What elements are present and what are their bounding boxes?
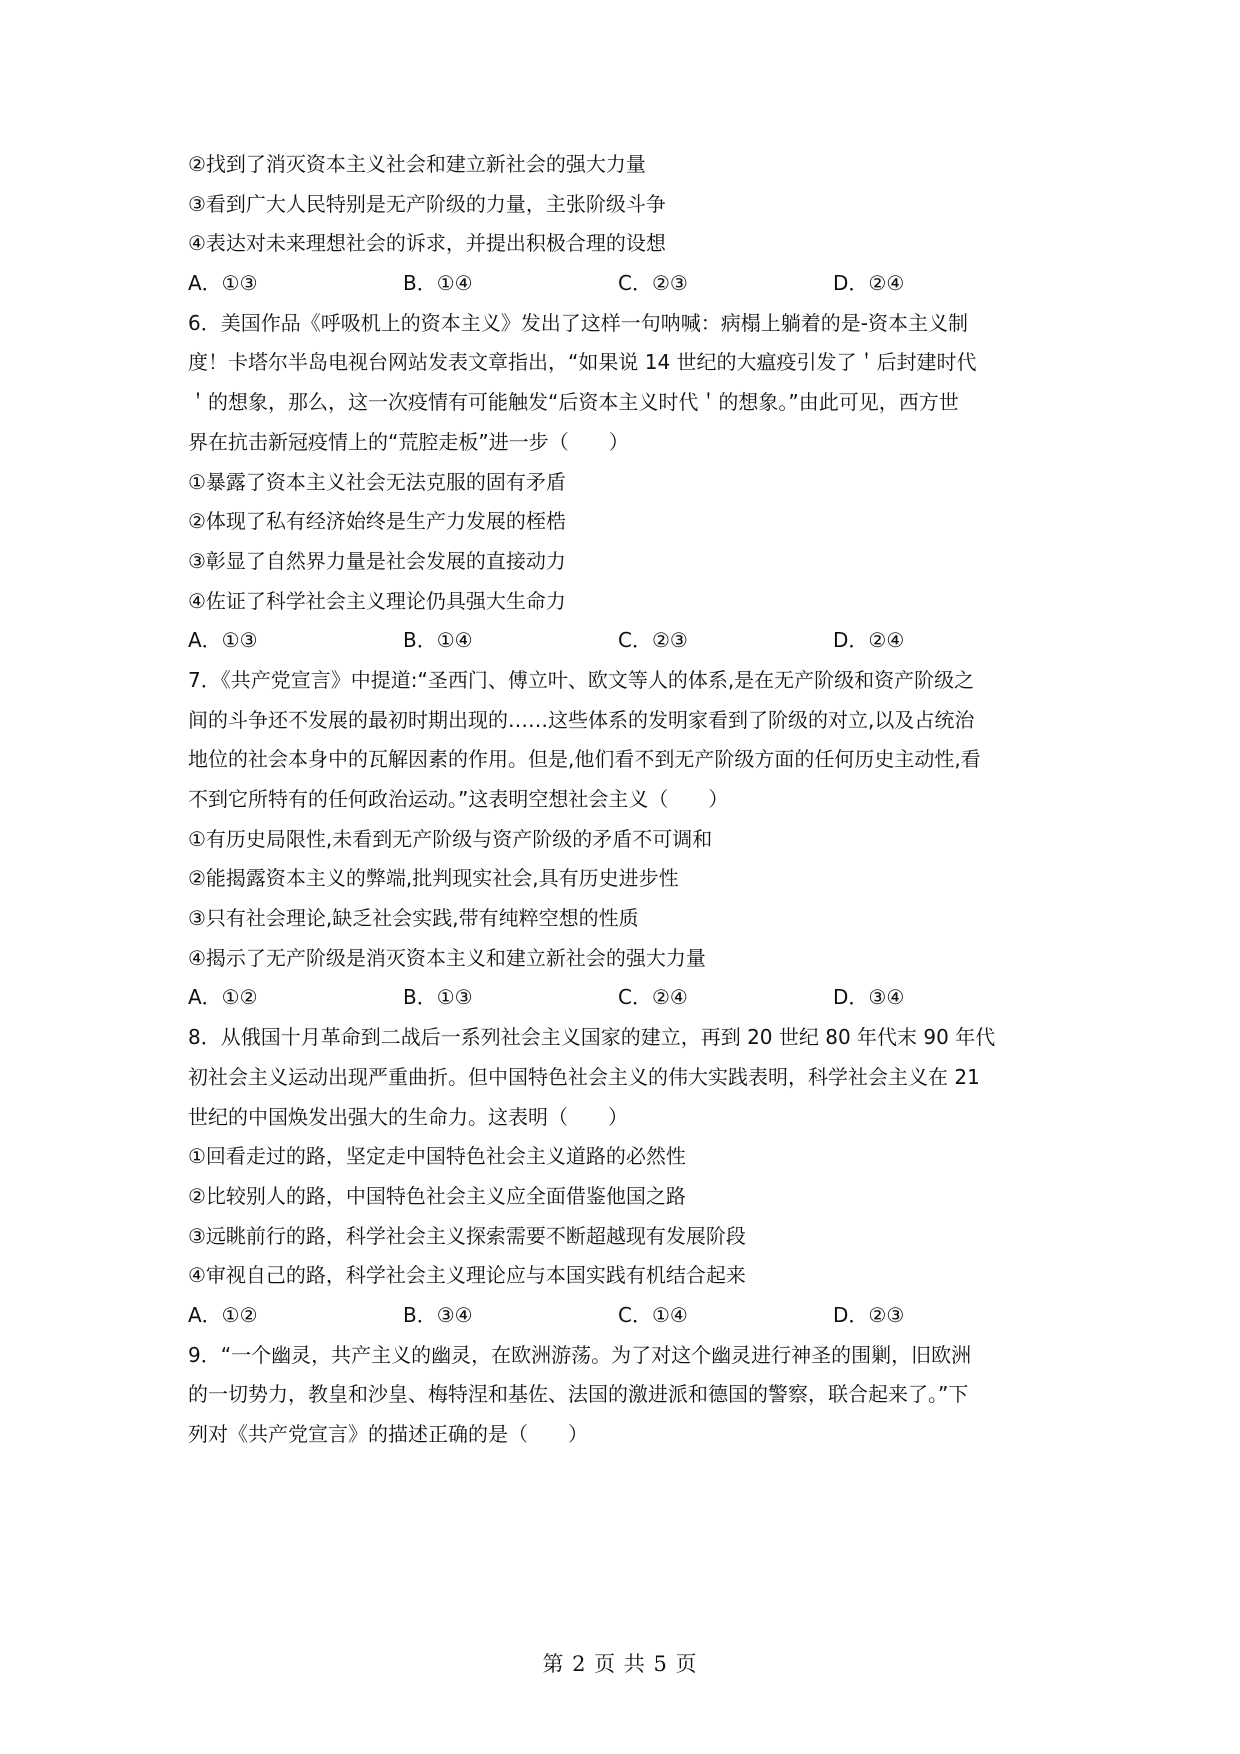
- option-c: C．②③: [618, 271, 688, 296]
- option-a: A．①③: [188, 271, 258, 296]
- statement-4: ④佐证了科学社会主义理论仍具强大生命力: [188, 588, 566, 613]
- statement-3: ③彰显了自然界力量是社会发展的直接动力: [188, 548, 566, 573]
- statement-1: ①有历史局限性,未看到无产阶级与资产阶级的矛盾不可调和: [188, 826, 713, 851]
- statement-2: ②体现了私有经济始终是生产力发展的桎梏: [188, 509, 566, 534]
- question-stem-line: 不到它所特有的任何政治运动。”这表明空想社会主义（ ）: [188, 787, 729, 811]
- question-7: [188, 661, 1048, 1018]
- question-stem-line: 度！卡塔尔半岛电视台网站发表文章指出，“如果说 14 世纪的大瘟疫引发了＇后封建时代: [188, 350, 977, 375]
- option-c: C．②③: [618, 628, 688, 653]
- page-number-footer: 第 2 页 共 5 页: [542, 1652, 698, 1676]
- statement-2: ②能揭露资本主义的弊端,批判现实社会,具有历史进步性: [188, 866, 679, 891]
- statement-3: ③远眺前行的路，科学社会主义探索需要不断超越现有发展阶段: [188, 1223, 746, 1248]
- option-d: D．③④: [833, 985, 905, 1010]
- question-stem-line: 9．“一个幽灵，共产主义的幽灵，在欧洲游荡。为了对这个幽灵进行神圣的围剿，旧欧洲: [188, 1342, 972, 1367]
- option-b: B．③④: [403, 1302, 473, 1327]
- option-b: B．①④: [403, 271, 473, 296]
- question-9: [188, 1336, 1048, 1455]
- question-stem-line: 8．从俄国十月革命到二战后一系列社会主义国家的建立，再到 20 世纪 80 年代末 90 年代: [188, 1025, 996, 1050]
- statement-3: ③看到广大人民特别是无产阶级的力量，主张阶级斗争: [188, 191, 666, 216]
- answer-options: [188, 1296, 1048, 1336]
- question-stem-line: 界在抗击新冠疫情上的“荒腔走板”进一步（ ）: [188, 429, 629, 454]
- question-8: [188, 1018, 1048, 1336]
- question-stem-line: 初社会主义运动出现严重曲折。但中国特色社会主义的伟大实践表明，科学社会主义在 21: [188, 1064, 980, 1089]
- question-5-tail: [188, 145, 1048, 304]
- statement-1: ①暴露了资本主义社会无法克服的固有矛盾: [188, 469, 566, 494]
- answer-options: [188, 621, 1048, 661]
- question-stem-line: 地位的社会本身中的瓦解因素的作用。但是,他们看不到无产阶级方面的任何历史主动性,看: [188, 747, 981, 772]
- question-stem-line: 7．《共产党宣言》中提道:“圣西门、傅立叶、欧文等人的体系,是在无产阶级和资产阶级之: [188, 667, 975, 692]
- option-b: B．①③: [403, 985, 473, 1010]
- question-stem-line: ＇的想象，那么，这一次疫情有可能触发“后资本主义时代＇的想象。”由此可见，西方世: [188, 390, 959, 415]
- statement-2: ②比较别人的路，中国特色社会主义应全面借鉴他国之路: [188, 1183, 686, 1208]
- option-a: A．①②: [188, 985, 258, 1010]
- option-d: D．②③: [833, 1302, 905, 1327]
- statement-4: ④表达对未来理想社会的诉求，并提出积极合理的设想: [188, 231, 666, 256]
- option-b: B．①④: [403, 628, 473, 653]
- exam-page-content: [188, 145, 1048, 1455]
- question-stem-line: 间的斗争还不发展的最初时期出现的……这些体系的发明家看到了阶级的对立,以及占统治: [188, 707, 975, 732]
- option-c: C．①④: [618, 1302, 688, 1327]
- statement-1: ①回看走过的路，坚定走中国特色社会主义道路的必然性: [188, 1144, 686, 1169]
- statement-4: ④揭示了无产阶级是消灭资本主义和建立新社会的强大力量: [188, 945, 706, 970]
- question-stem-line: 世纪的中国焕发出强大的生命力。这表明（ ）: [188, 1104, 628, 1129]
- option-d: D．②④: [833, 628, 905, 653]
- option-a: A．①③: [188, 628, 258, 653]
- statement-3: ③只有社会理论,缺乏社会实践,带有纯粹空想的性质: [188, 906, 639, 931]
- option-d: D．②④: [833, 271, 905, 296]
- option-c: C．②④: [618, 985, 688, 1010]
- question-6: [188, 304, 1048, 661]
- question-stem-line: 6．美国作品《呼吸机上的资本主义》发出了这样一句呐喊：病榻上躺着的是-资本主义制: [188, 310, 968, 335]
- statement-4: ④审视自己的路，科学社会主义理论应与本国实践有机结合起来: [188, 1263, 746, 1288]
- answer-options: [188, 264, 1048, 304]
- answer-options: [188, 978, 1048, 1018]
- question-stem-line: 的一切势力，教皇和沙皇、梅特涅和基佐、法国的激进派和德国的警察，联合起来了。”下: [188, 1382, 969, 1407]
- question-stem-line: 列对《共产党宣言》的描述正确的是（ ）: [188, 1422, 588, 1446]
- option-a: A．①②: [188, 1302, 258, 1327]
- statement-2: ②找到了消灭资本主义社会和建立新社会的强大力量: [188, 152, 646, 176]
